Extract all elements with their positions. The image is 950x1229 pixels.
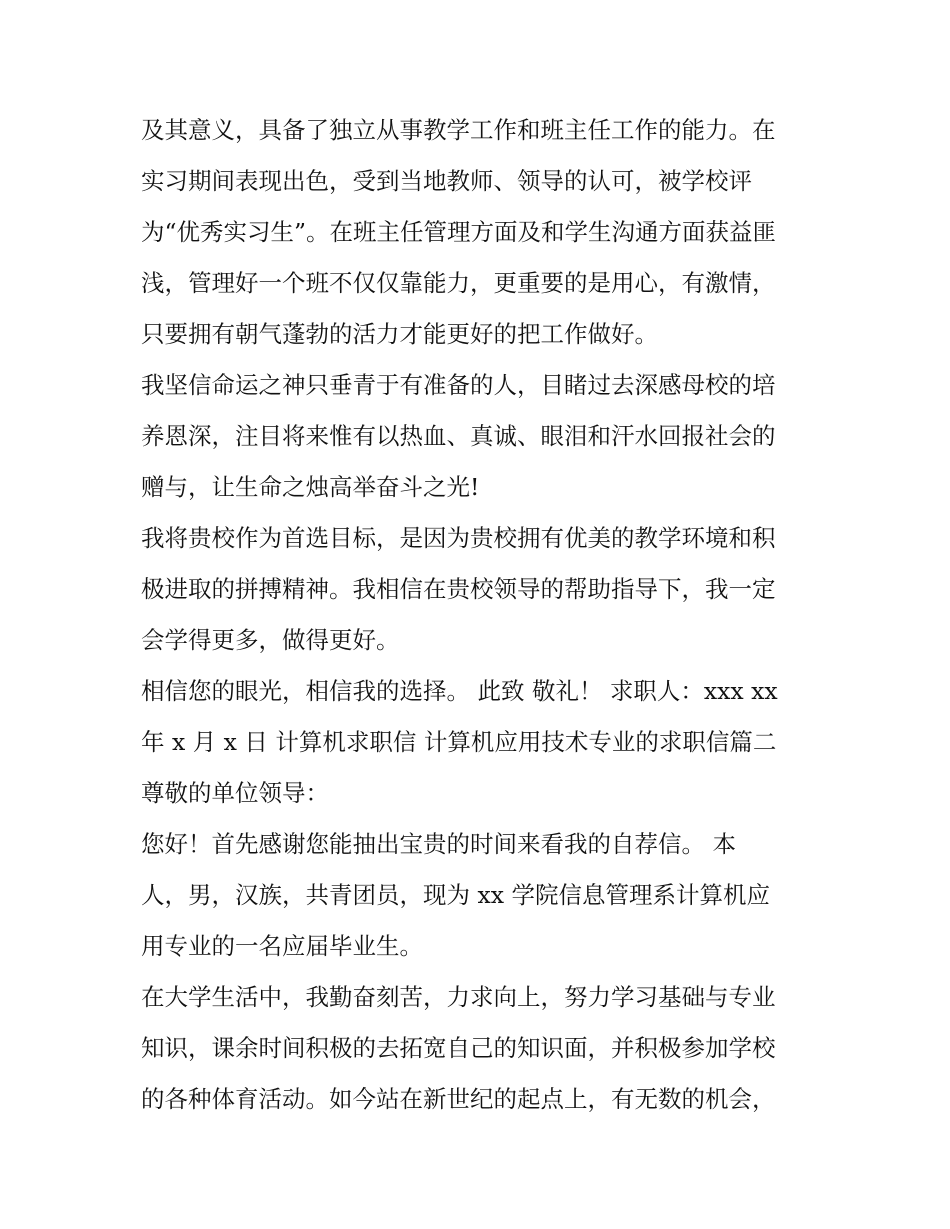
text-line: 会学得更多，做得更好。 bbox=[141, 626, 400, 654]
text-line: 用专业的一名应届毕业生。 bbox=[141, 932, 423, 960]
text-line: 您好！首先感谢您能抽出宝贵的时间来看我的自荐信。 本 bbox=[141, 830, 736, 858]
text-line: 人，男，汉族，共青团员，现为 xx 学院信息管理系计算机应 bbox=[141, 881, 770, 909]
text-line: 我将贵校作为首选目标，是因为贵校拥有优美的教学环境和积 bbox=[141, 524, 776, 552]
text-line: 只要拥有朝气蓬勃的活力才能更好的把工作做好。 bbox=[141, 320, 658, 348]
text-line: 赠与，让生命之烛高举奋斗之光! bbox=[141, 473, 480, 501]
text-line: 极进取的拼搏精神。我相信在贵校领导的帮助指导下，我一定 bbox=[141, 575, 776, 603]
paragraph-greeting bbox=[141, 819, 821, 972]
paragraph-closing-and-title bbox=[141, 666, 821, 819]
text-line: 尊敬的单位领导： bbox=[141, 779, 329, 807]
text-line: 浅，管理好一个班不仅仅靠能力，更重要的是用心，有激情， bbox=[141, 269, 776, 297]
paragraph-belief bbox=[141, 360, 821, 513]
text-line: 相信您的眼光，相信我的选择。 此致 敬礼！ 求职人：xxx xx bbox=[141, 677, 778, 705]
text-line: 年 x 月 x 日 计算机求职信 计算机应用技术专业的求职信篇二 bbox=[141, 728, 777, 756]
text-line: 我坚信命运之神只垂青于有准备的人，目睹过去深感母校的培 bbox=[141, 371, 776, 399]
text-line: 为“优秀实习生”。在班主任管理方面及和学生沟通方面获益匪 bbox=[141, 218, 777, 246]
paragraph-internship bbox=[141, 105, 821, 360]
text-line: 实习期间表现出色，受到当地教师、领导的认可，被学校评 bbox=[141, 167, 752, 195]
text-line: 知识，课余时间积极的去拓宽自己的知识面，并积极参加学校 bbox=[141, 1034, 776, 1062]
text-line: 的各种体育活动。如今站在新世纪的起点上，有无数的机会， bbox=[141, 1085, 776, 1113]
document-body bbox=[141, 105, 821, 1125]
text-line: 养恩深，注目将来惟有以热血、真诚、眼泪和汗水回报社会的 bbox=[141, 422, 776, 450]
paragraph-target-school bbox=[141, 513, 821, 666]
paragraph-university-life bbox=[141, 972, 821, 1125]
text-line: 在大学生活中，我勤奋刻苦，力求向上，努力学习基础与专业 bbox=[141, 983, 776, 1011]
text-line: 及其意义，具备了独立从事教学工作和班主任工作的能力。在 bbox=[141, 116, 776, 144]
